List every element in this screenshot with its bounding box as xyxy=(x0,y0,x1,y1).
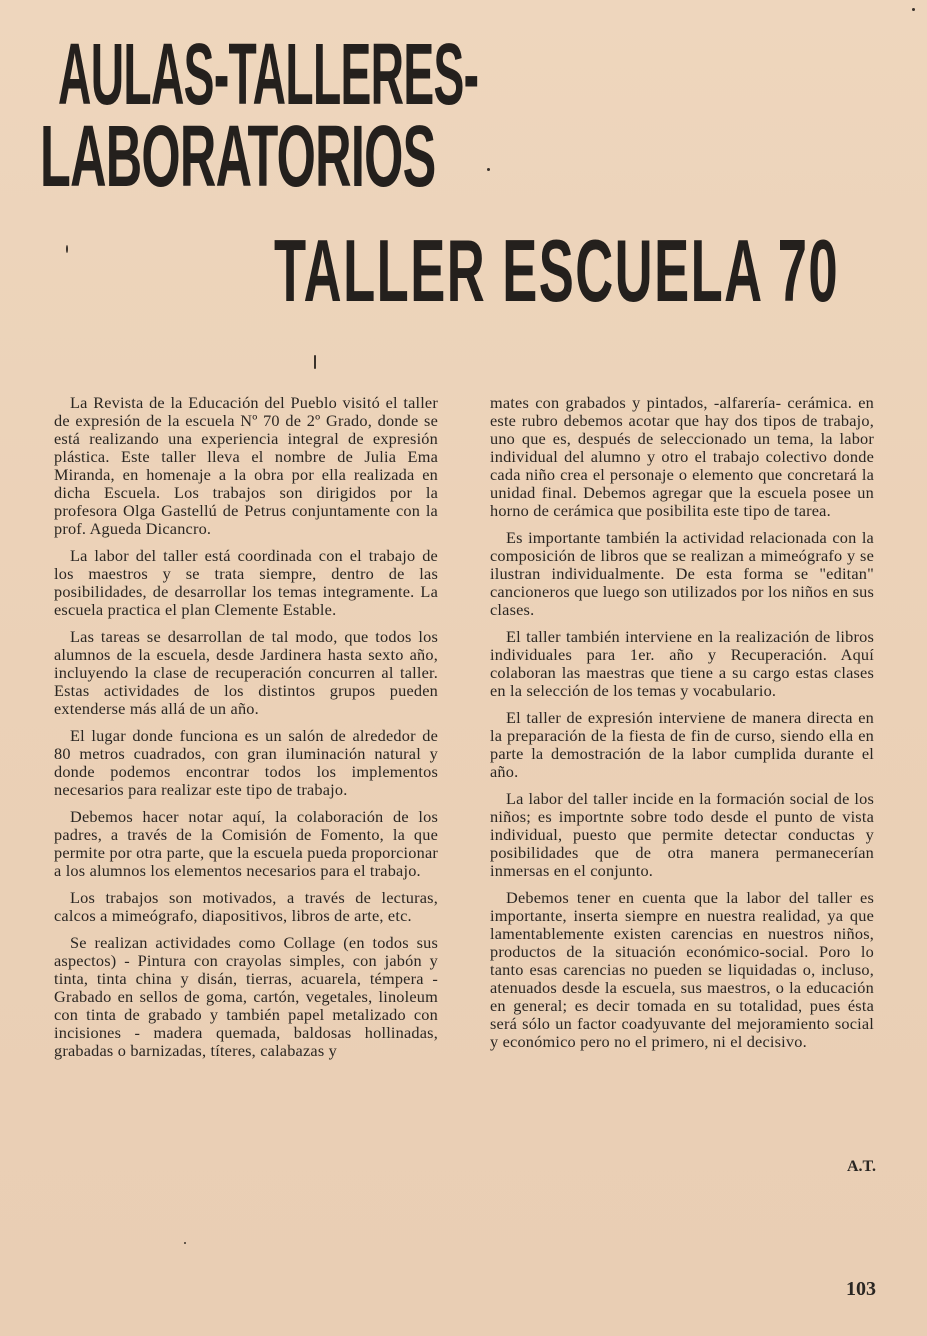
print-speck xyxy=(66,245,68,253)
paragraph: Las tareas se desarrollan de tal modo, que todos los alumnos de la escuela, desde Jardinera hasta sexto año, incluyendo la clase de recuperación concurren al taller. Estas actividades de los distintos grupos pueden extenderse más allá de un año. xyxy=(54,627,438,718)
article-subtitle: TALLER ESCUELA 70 xyxy=(274,223,840,321)
print-speck xyxy=(912,8,915,11)
author-signature: A.T. xyxy=(846,1158,876,1175)
paragraph: Los trabajos son motivados, a través de lecturas, calcos a mimeógrafo, diapositivos, libros de arte, etc. xyxy=(54,888,438,925)
paragraph: El lugar donde funciona es un salón de alrededor de 80 metros cuadrados, con gran iluminación natural y donde podemos encontrar todos los implementos necesarios para realizar este tipo de trabajo. xyxy=(54,726,438,799)
paragraph: La labor del taller incide en la formación social de los niños; es importnte sobre todo desde el punto de vista individual, puesto que permite detectar conductas y posibilidades que de otra manera permanecerían inmersas en el conjunto. xyxy=(490,789,874,880)
headline-line-2: LABORATORIOS xyxy=(40,107,436,205)
paragraph: La labor del taller está coordinada con el trabajo de los maestros y se trata siempre, dentro de las posibilidades, de desarrollar los temas integramente. La escuela practica el plan Clemente Estable. xyxy=(54,546,438,619)
paragraph: Debemos tener en cuenta que la labor del taller es importante, inserta siempre en nuestra realidad, ya que lamentablemente existen carencias en nuestros niños, productos de la situación económico-social. Poro lo tanto esas carencias no pueden se liquidadas o, incluso, atenuados desde la escuela, sus maestros, o la educación en general; es decir tomada en su totalidad, pues ésta será sólo un factor coadyuvante del mejoramiento social y económico pero no el primero, ni el decisivo. xyxy=(490,888,874,1051)
print-speck xyxy=(184,1242,186,1244)
left-column xyxy=(54,394,438,1069)
paragraph: El taller también interviene en la realización de libros individuales para 1er. año y Recuperación. Aquí colaboran las maestras que tiene a su cargo estas clases en la selección de los temas y vocabulario. xyxy=(490,627,874,700)
print-speck xyxy=(314,355,316,369)
paragraph: Debemos hacer notar aquí, la colaboración de los padres, a través de la Comisión de Fomento, la que permite por otra parte, que la escuela pueda proporcionar a los alumnos los elementos necesarios para el trabajo. xyxy=(54,807,438,880)
paragraph: Se realizan actividades como Collage (en todos sus aspectos) - Pintura con crayolas simples, con jabón y tinta, tinta china y disán, tierras, acuarela, témpera - Grabado en sellos de goma, cartón, vegetales, linoleum con tinta de grabado y también papel metalizado con incisiones - madera quemada, baldosas hollinadas, grabadas o barnizadas, títeres, calabazas y xyxy=(54,933,438,1060)
paragraph: La Revista de la Educación del Pueblo visitó el taller de expresión de la escuela Nº 70 de 2º Grado, donde se está realizando una experiencia integral de expresión plástica. Este taller lleva el nombre de Julia Ema Miranda, en homenaje a la obra por ella realizada en dicha Escuela. Los trabajos son dirigidos por la profesora Olga Gastellú de Petrus conjuntamente con la prof. Agueda Dicancro. xyxy=(54,393,438,538)
headline-line-1: AULAS-TALLERES- xyxy=(58,25,479,123)
paragraph-continued: mates con grabados y pintados, -alfarería- cerámica. en este rubro debemos acotar que hay dos tipos de trabajo, uno que es, después de seleccionado un tema, la labor individual del alumno y otro el trabajo colectivo donde cada niño crea el personaje o elemento que concretará la unidad final. Debemos agregar que la escuela posee un horno de cerámica que posibilita este tipo de tarea. xyxy=(490,393,874,520)
page-number: 103 xyxy=(846,1278,876,1300)
paragraph: El taller de expresión interviene de manera directa en la preparación de la fiesta de fin de curso, siendo ella en parte la demostración de la labor cumplida durante el año. xyxy=(490,708,874,781)
paragraph: Es importante también la actividad relacionada con la composición de libros que se realizan a mimeógrafo y se ilustran individualmente. De esta forma se "editan" cancioneros que luego son utilizados por los niños en sus clases. xyxy=(490,528,874,619)
print-speck xyxy=(487,168,490,171)
right-column xyxy=(490,394,874,1060)
